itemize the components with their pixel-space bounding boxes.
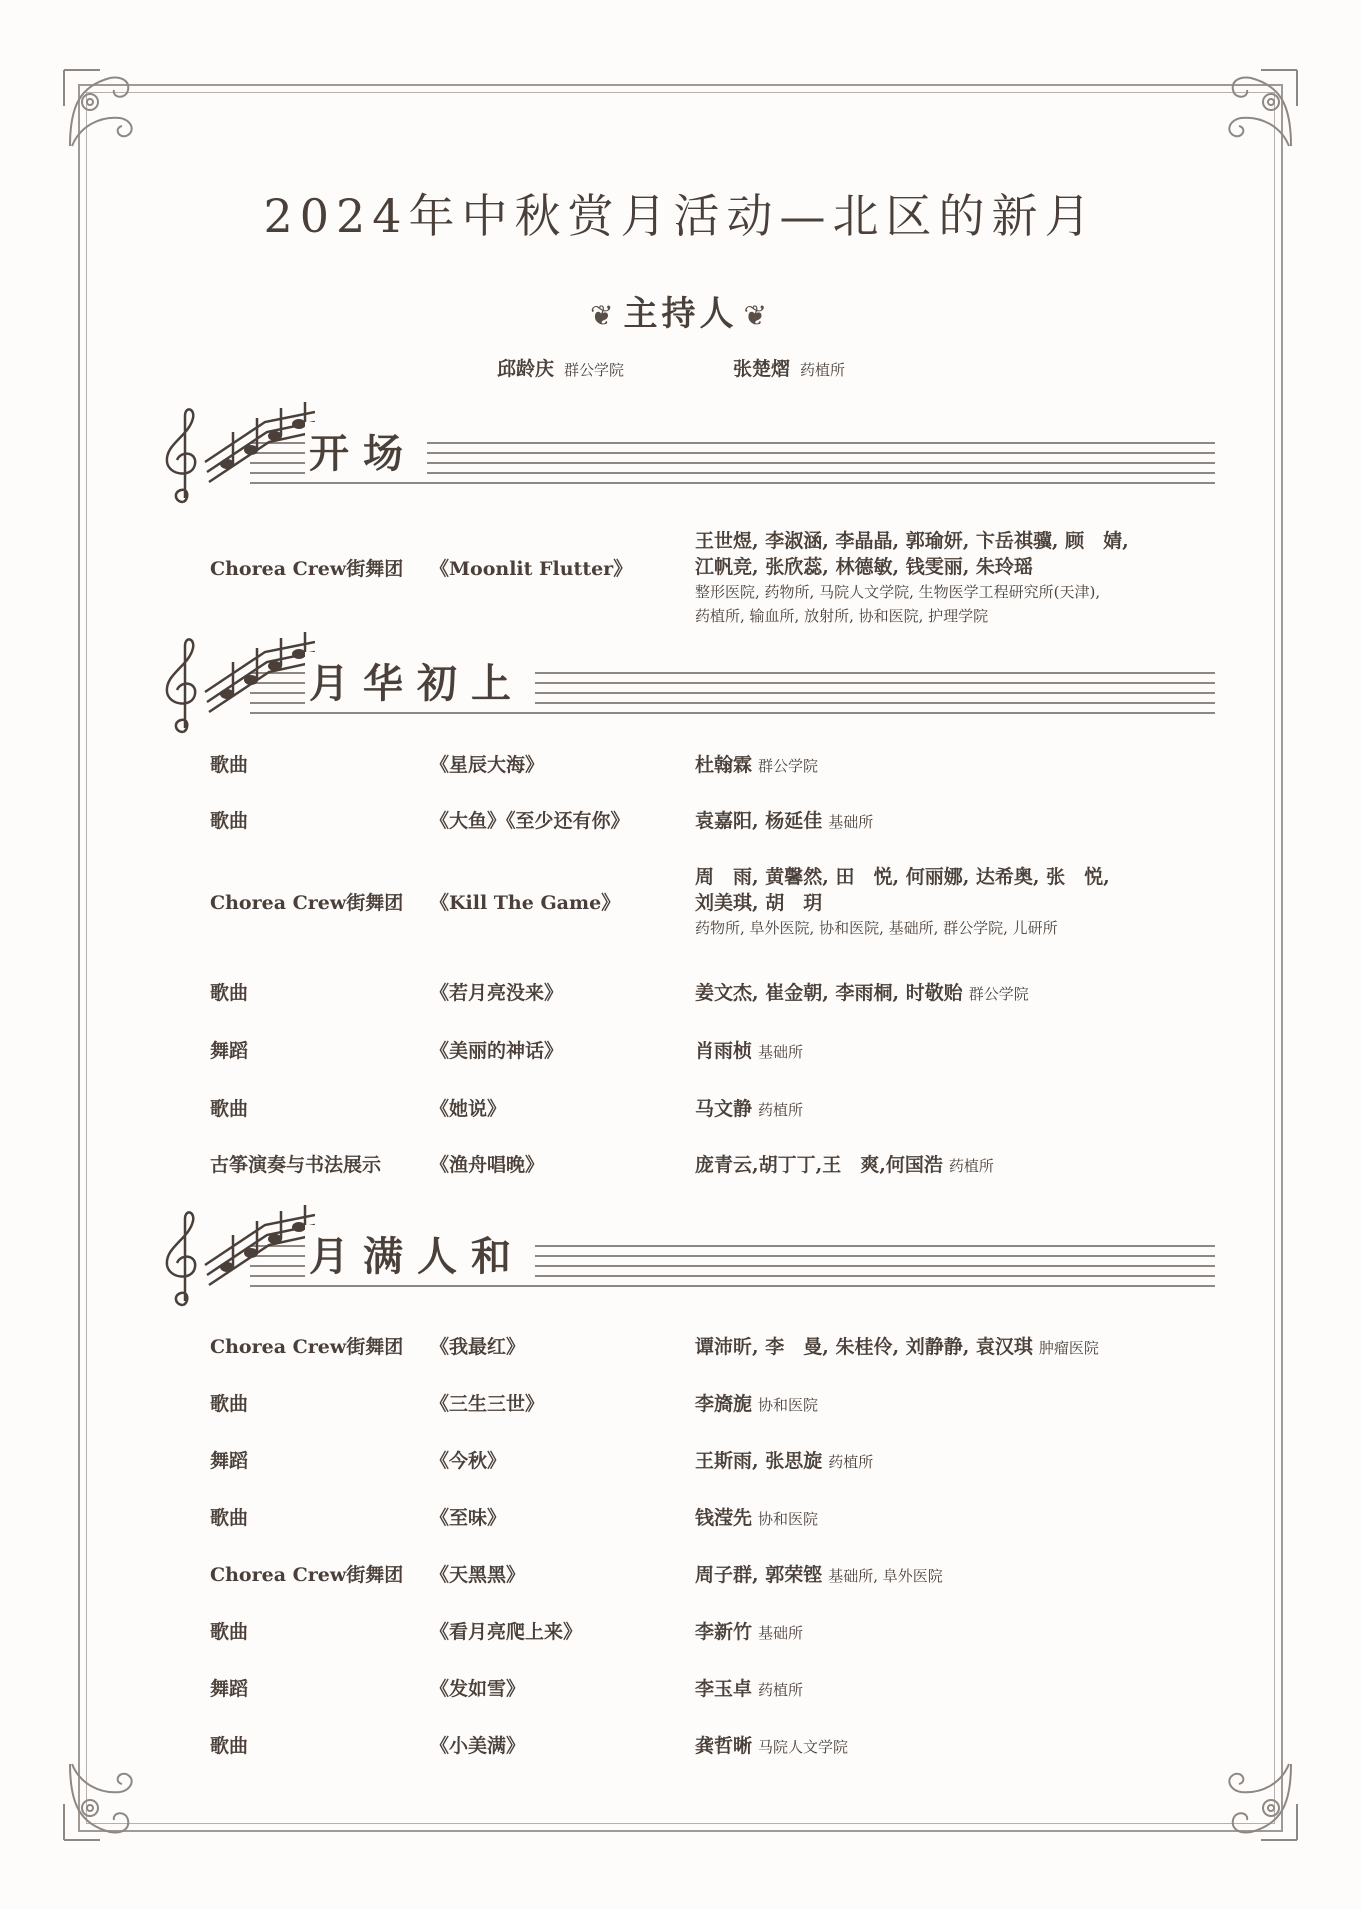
performers-affiliation: 马院人文学院 xyxy=(758,1738,849,1756)
program-piece: 《星辰大海》 xyxy=(430,754,545,776)
program-performers xyxy=(695,1676,1200,1703)
program-piece: 《美丽的神话》 xyxy=(430,1040,564,1062)
host-item xyxy=(497,354,624,381)
program-type: 歌曲 xyxy=(210,1621,249,1643)
scroll-ornament-icon: ❦ xyxy=(590,299,618,332)
section-header-full-moon xyxy=(155,1205,1215,1315)
program-performers xyxy=(695,1152,1200,1179)
program-performers xyxy=(695,1391,1200,1418)
section-title: 开场 xyxy=(305,422,427,479)
performers-names: 李玉卓 xyxy=(695,1678,753,1700)
performers-affiliation: 药植所 xyxy=(948,1157,994,1175)
program-performers xyxy=(695,1096,1200,1123)
program-piece: 《我最红》 xyxy=(430,1336,526,1358)
performers-names: 钱滢先 xyxy=(695,1507,753,1529)
program-type: 歌曲 xyxy=(210,982,249,1004)
performers-names: 李新竹 xyxy=(695,1621,753,1643)
program-type: 舞蹈 xyxy=(210,1450,249,1472)
affiliation-line: 药植所, 输血所, 放射所, 协和医院, 护理学院 xyxy=(695,607,989,625)
program-type: 歌曲 xyxy=(210,1098,249,1120)
program-type: Chorea Crew街舞团 xyxy=(210,1564,404,1586)
page-title: 2024年中秋赏月活动—北区的新月 xyxy=(263,189,1098,243)
program-type: 歌曲 xyxy=(210,810,249,832)
host-name: 邱龄庆 xyxy=(497,358,555,380)
program-piece: 《Kill The Game》 xyxy=(430,892,621,914)
performers-names: 袁嘉阳, 杨延佳 xyxy=(695,810,823,832)
program-piece: 《渔舟唱晚》 xyxy=(430,1154,545,1176)
section-title: 月满人和 xyxy=(305,1225,535,1282)
affiliation-line: 药物所, 阜外医院, 协和医院, 基础所, 群公学院, 儿研所 xyxy=(695,919,1058,937)
performers-affiliation: 基础所, 阜外医院 xyxy=(828,1567,943,1585)
program-piece: 《看月亮爬上来》 xyxy=(430,1621,583,1643)
program-piece: 《今秋》 xyxy=(430,1450,507,1472)
program-type: 歌曲 xyxy=(210,754,249,776)
performers-affiliation: 基础所 xyxy=(828,813,874,831)
program-piece: 《小美满》 xyxy=(430,1735,526,1757)
program-type: 歌曲 xyxy=(210,1507,249,1529)
performers-affiliation: 协和医院 xyxy=(758,1510,819,1528)
program-performers xyxy=(695,1448,1200,1475)
performers-line: 江帆竞, 张欣蕊, 林德敏, 钱雯丽, 朱玲瑶 xyxy=(695,556,1033,578)
performers-names: 杜翰霖 xyxy=(695,754,753,776)
host-affiliation: 群公学院 xyxy=(564,361,625,379)
program-performers xyxy=(695,1505,1200,1532)
performers-affiliation: 药植所 xyxy=(828,1453,874,1471)
corner-ornament-icon xyxy=(1209,66,1301,158)
program-performers xyxy=(695,808,1200,835)
performers-line: 周 雨, 黄馨然, 田 悦, 何丽娜, 达希奥, 张 悦, xyxy=(695,866,1110,888)
performers-names: 龚哲晰 xyxy=(695,1735,753,1757)
corner-ornament-icon xyxy=(60,1752,152,1844)
host-item xyxy=(733,354,845,381)
host-name: 张楚熠 xyxy=(733,358,791,380)
program-performers xyxy=(695,1334,1200,1361)
treble-clef-icon xyxy=(155,1205,315,1315)
section-header-moonrise xyxy=(155,632,1215,742)
performers-names: 李旖旎 xyxy=(695,1393,753,1415)
performers-affiliation: 肿瘤医院 xyxy=(1038,1339,1099,1357)
program-type: Chorea Crew街舞团 xyxy=(210,892,404,914)
program-piece: 《至味》 xyxy=(430,1507,507,1529)
corner-ornament-icon xyxy=(60,66,152,158)
corner-ornament-icon xyxy=(1209,1752,1301,1844)
program-piece: 《发如雪》 xyxy=(430,1678,526,1700)
section-header-opening xyxy=(155,402,1215,512)
performers-affiliation: 基础所 xyxy=(758,1043,804,1061)
performers-names: 马文静 xyxy=(695,1098,753,1120)
performers-names: 庞青云,胡丁丁,王 爽,何国浩 xyxy=(695,1154,943,1176)
host-heading xyxy=(0,286,1361,335)
program-performers xyxy=(695,1038,1200,1065)
performers-affiliation: 药植所 xyxy=(758,1681,804,1699)
host-heading-label: 主持人 xyxy=(623,294,738,334)
program-piece: 《她说》 xyxy=(430,1098,507,1120)
affiliation-line: 整形医院, 药物所, 马院人文学院, 生物医学工程研究所(天津), xyxy=(695,583,1101,601)
program-piece: 《天黑黑》 xyxy=(430,1564,526,1586)
program-type: 古筝演奏与书法展示 xyxy=(210,1154,382,1176)
performers-affiliation: 协和医院 xyxy=(758,1396,819,1414)
performers-line: 王世煜, 李淑涵, 李晶晶, 郭瑜妍, 卞岳祺骥, 顾 婧, xyxy=(695,530,1129,552)
program-performers xyxy=(695,528,1200,628)
scroll-ornament-icon: ❦ xyxy=(743,299,771,332)
program-performers xyxy=(695,1619,1200,1646)
program-performers xyxy=(695,864,1200,940)
program-performers xyxy=(695,752,1200,779)
program-type: Chorea Crew街舞团 xyxy=(210,558,404,580)
program-performers xyxy=(695,1733,1200,1760)
treble-clef-icon xyxy=(155,402,315,512)
performers-names: 肖雨桢 xyxy=(695,1040,753,1062)
performers-names: 周子群, 郭荣铿 xyxy=(695,1564,823,1586)
program-type: 歌曲 xyxy=(210,1735,249,1757)
performers-affiliation: 群公学院 xyxy=(968,985,1029,1003)
program-performers xyxy=(695,980,1200,1007)
program-performers xyxy=(695,1562,1200,1589)
performers-affiliation: 药植所 xyxy=(758,1101,804,1119)
program-type: 歌曲 xyxy=(210,1393,249,1415)
program-piece: 《大鱼》《至少还有你》 xyxy=(430,810,630,832)
treble-clef-icon xyxy=(155,632,315,742)
program-piece: 《Moonlit Flutter》 xyxy=(430,558,633,580)
performers-names: 谭沛昕, 李 曼, 朱桂伶, 刘静静, 袁汉琪 xyxy=(695,1336,1033,1358)
program-type: 舞蹈 xyxy=(210,1040,249,1062)
program-type: Chorea Crew街舞团 xyxy=(210,1336,404,1358)
performers-affiliation: 群公学院 xyxy=(758,757,819,775)
section-title: 月华初上 xyxy=(305,652,535,709)
program-type: 舞蹈 xyxy=(210,1678,249,1700)
program-piece: 《三生三世》 xyxy=(430,1393,545,1415)
host-affiliation: 药植所 xyxy=(800,361,846,379)
program-piece: 《若月亮没来》 xyxy=(430,982,564,1004)
performers-line: 刘美琪, 胡 玥 xyxy=(695,892,823,914)
performers-affiliation: 基础所 xyxy=(758,1624,804,1642)
performers-names: 王斯雨, 张思旋 xyxy=(695,1450,823,1472)
performers-names: 姜文杰, 崔金朝, 李雨桐, 时敬贻 xyxy=(695,982,963,1004)
